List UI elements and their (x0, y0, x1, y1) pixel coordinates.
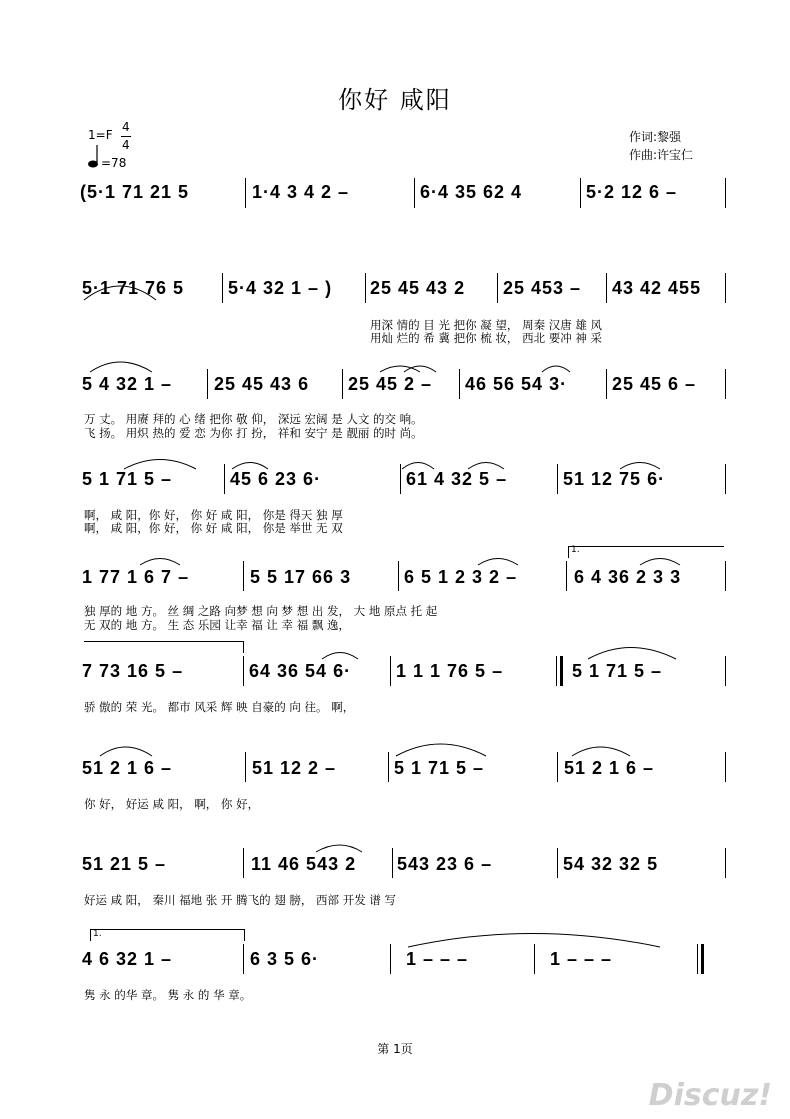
page-number: 第 1页 (377, 1042, 413, 1056)
measure-1: 5·1 71 76 5 (82, 278, 185, 298)
measure-5: 25 45 6 – (612, 374, 697, 394)
barline (725, 178, 726, 208)
measure-4: 5·2 12 6 – (586, 182, 678, 202)
repeat-barline (243, 656, 244, 686)
measure-4: 1 – – – (550, 949, 613, 969)
barline (243, 561, 244, 591)
lyric-verse-1: 独 厚的 地 方。 丝 绸 之路 向梦 想 向 梦 想 出 发， 大 地 原点 托 起 (84, 604, 438, 618)
slur (588, 648, 676, 660)
quarter-note-icon (87, 143, 101, 169)
barline (390, 656, 391, 686)
barline (245, 752, 246, 782)
lyric-verse-1: 好运 咸 阳， 秦川 福地 张 开 腾飞的 翅 膀， 西部 开发 谱 写 (84, 893, 397, 907)
barline (414, 178, 415, 208)
measure-2: 25 45 43 6 (214, 374, 310, 394)
final-barline-thin (697, 944, 698, 974)
barline (557, 464, 558, 494)
measure-4: 6 4 36 2 3 3 (574, 567, 682, 587)
repeat-start-barline (556, 656, 557, 686)
measure-2: 5 5 17 66 3 (250, 567, 352, 587)
repeat-start-thick (560, 656, 563, 686)
barline (400, 464, 401, 494)
measure-4: 25 453 – (503, 278, 582, 298)
slur (100, 747, 152, 756)
volta-label: 1. (571, 545, 580, 555)
time-signature-rule (121, 136, 131, 137)
volta-label: 1. (93, 929, 102, 939)
watermark: Discuz! (648, 1078, 772, 1113)
volta-bracket-edge (90, 929, 91, 941)
lyricist-credit: 作词:黎强 (629, 130, 682, 144)
barline (207, 369, 208, 399)
measure-1: 4 6 32 1 – (82, 949, 173, 969)
slur (396, 744, 486, 756)
measure-2: 5·4 32 1 – ) (228, 278, 333, 298)
barline (365, 273, 366, 303)
barline (243, 848, 244, 878)
measure-1: 7 73 16 5 – (82, 661, 184, 681)
barline (725, 561, 726, 591)
barline (725, 656, 726, 686)
barline (224, 464, 225, 494)
lyric-verse-1: 啊， 咸 阳，你 好， 你 好 咸 阳， 你是 得天 独 厚 (84, 508, 343, 522)
volta-bracket (568, 546, 724, 547)
composer-credit: 作曲:许宝仁 (629, 148, 694, 162)
measure-3: 1 1 1 76 5 – (396, 661, 504, 681)
measure-3: 6 5 1 2 3 2 – (404, 567, 518, 587)
measure-3: 1 – – – (406, 949, 469, 969)
barline (534, 944, 535, 974)
measure-2: 51 12 2 – (252, 758, 337, 778)
barline (725, 273, 726, 303)
tempo-marking: =78 (101, 156, 127, 170)
volta-bracket (84, 641, 244, 642)
volta-bracket-edge (243, 641, 244, 653)
barline (725, 752, 726, 782)
lyric-verse-1: 万 丈。 用赓 拜的 心 绪 把你 敬 仰， 深远 宏阔 是 人文 的交 响。 (84, 412, 423, 426)
barline (459, 369, 460, 399)
final-barline-thick (701, 944, 704, 974)
barline (392, 848, 393, 878)
barline (388, 752, 389, 782)
page-title: 你好 咸阳 (338, 86, 452, 114)
barline (566, 561, 567, 591)
measure-3: 25 45 2 – (348, 374, 433, 394)
slur (316, 845, 362, 852)
lyric-verse-1: 你 好， 好运 咸 阳， 啊， 你 好， (84, 797, 260, 811)
barline (497, 273, 498, 303)
time-signature-bottom: 4 (122, 138, 130, 152)
measure-2: 1·4 3 4 2 – (252, 182, 350, 202)
measure-2: 45 6 23 6· (230, 469, 322, 489)
measure-4: 5 1 71 5 – (572, 661, 663, 681)
lyric-verse-1: 骄 傲的 荣 光。 都市 风采 辉 映 自豪的 向 往。 啊， (84, 700, 355, 714)
measure-1: 5 1 71 5 – (82, 469, 173, 489)
lyric-verse-1: 隽 永 的华 章。 隽 永 的 华 章。 (84, 988, 252, 1002)
lyric-verse-2: 用灿 烂的 希 冀 把你 梳 妆， 西北 要冲 神 采 (370, 331, 603, 345)
barline (725, 369, 726, 399)
measure-1: 51 21 5 – (82, 854, 167, 874)
measure-2: 11 46 543 2 (251, 854, 357, 874)
time-signature-top: 4 (122, 120, 130, 134)
lyric-verse-2: 无 双的 地 方。 生 态 乐园 让幸 福 让 幸 福 飘 逸， (84, 618, 351, 632)
measure-3: 543 23 6 – (397, 854, 493, 874)
barline (398, 561, 399, 591)
barline (342, 369, 343, 399)
measure-3: 25 45 43 2 (370, 278, 466, 298)
barline (222, 273, 223, 303)
measure-3: 5 1 71 5 – (394, 758, 485, 778)
measure-2: 64 36 54 6· (249, 661, 352, 681)
measure-4: 51 12 75 6· (563, 469, 666, 489)
key-signature: 1=F (88, 128, 113, 142)
measure-5: 43 42 455 (612, 278, 702, 298)
barline (557, 752, 558, 782)
measure-1: (5·1 71 21 5 (80, 182, 190, 202)
measure-1: 51 2 1 6 – (82, 758, 173, 778)
lyric-verse-1: 用深 情的 目 光 把你 凝 望， 周秦 汉唐 雄 风 (370, 318, 603, 332)
lyric-verse-2: 啊， 咸 阳，你 好， 你 好 咸 阳， 你是 举世 无 双 (84, 521, 343, 535)
volta-bracket-edge (568, 546, 569, 558)
lyric-verse-2: 飞 扬。 用炽 热的 爱 恋 为你 打 扮， 祥和 安宁 是 靓丽 的时 尚。 (84, 426, 423, 440)
measure-4: 54 32 32 5 (563, 854, 659, 874)
barline (606, 369, 607, 399)
slur (90, 362, 152, 372)
measure-3: 61 4 32 5 – (406, 469, 508, 489)
measure-3: 6·4 35 62 4 (420, 182, 523, 202)
measure-4: 51 2 1 6 – (564, 758, 655, 778)
barline (725, 848, 726, 878)
measure-1: 5 4 32 1 – (82, 374, 173, 394)
barline (557, 848, 558, 878)
barline (580, 178, 581, 208)
barline (390, 944, 391, 974)
barline (245, 178, 246, 208)
measure-1: 1 77 1 6 7 – (82, 567, 190, 587)
barline (725, 464, 726, 494)
measure-4: 46 56 54 3· (465, 374, 568, 394)
volta-bracket (90, 929, 245, 930)
barline (606, 273, 607, 303)
slur (572, 747, 630, 756)
repeat-barline (243, 944, 244, 974)
measure-2: 6 3 5 6· (250, 949, 320, 969)
volta-bracket-edge (244, 929, 245, 941)
